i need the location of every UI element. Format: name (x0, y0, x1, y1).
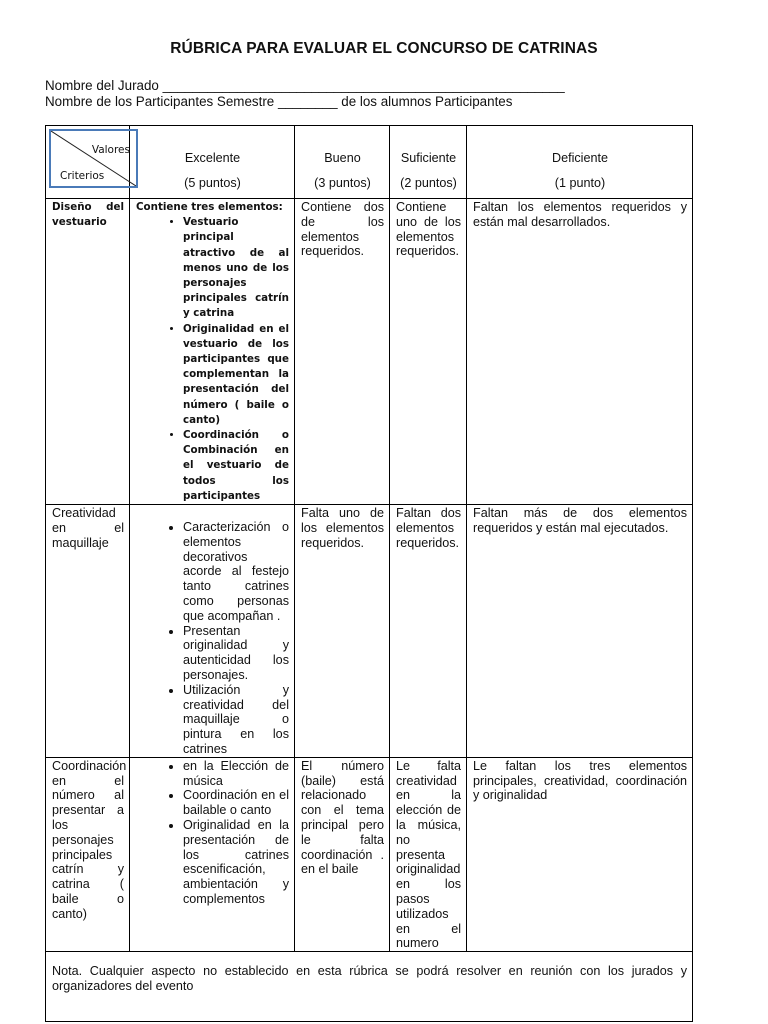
criterion-cell: Coordinación en el número al presentar a los personajes principales catrín y catrina ( baile o canto) (46, 757, 130, 951)
document-title: RÚBRICA PARA EVALUAR EL CONCURSO DE CATRINAS (170, 40, 598, 57)
excelente-list (136, 215, 289, 504)
criterion-cell: Creatividad en el maquillaje (46, 505, 130, 758)
deficiente-cell: Faltan más de dos elementos requeridos y están mal ejecutados. (467, 505, 693, 758)
suficiente-cell: Contiene uno de los elementos requeridos. (390, 199, 467, 505)
header-points: (5 puntos) (184, 175, 241, 190)
excelente-list (136, 520, 289, 757)
list-item: • Coordinación en el bailable o canto (183, 788, 289, 818)
header-points: (2 puntos) (400, 175, 457, 190)
list-item: • Presentan originalidad y autenticidad los personajes. (183, 624, 289, 683)
corner-valores-label: Valores (91, 144, 130, 156)
table-row (46, 757, 693, 951)
header-label: Deficiente (551, 151, 608, 165)
rubric-table (45, 125, 693, 1022)
header-bueno (295, 126, 390, 199)
excelente-list (136, 759, 289, 907)
header-excelente (130, 126, 295, 199)
header-points: (3 puntos) (314, 175, 371, 190)
list-item: • Vestuario principal atractivo de al menos uno de los personajes principales catrín y catrina (183, 215, 289, 321)
list-item: • Utilización y creatividad del maquillaje o pintura en los catrines (183, 683, 289, 757)
excelente-cell (130, 199, 295, 505)
excelente-cell (130, 757, 295, 951)
list-item: • en la Elección de música (183, 759, 289, 789)
jurado-name-line: Nombre del Jurado ______________________________________________________ (45, 78, 565, 93)
participantes-line: Nombre de los Participantes Semestre ________ de los alumnos Participantes (45, 94, 513, 109)
header-deficiente (467, 126, 693, 199)
header-suficiente (390, 126, 467, 199)
header-label: Excelente (184, 151, 241, 165)
list-item: • Originalidad en la presentación de los catrines escenificación, ambientación y complementos (183, 818, 289, 907)
deficiente-cell: Le faltan los tres elementos principales, creatividad, coordinación y originalidad (467, 757, 693, 951)
suficiente-cell: Le falta creatividad en la elección de la música, no presenta originalidad en los pasos utilizados en el numero (390, 757, 467, 951)
deficiente-cell: Faltan los elementos requeridos y están mal desarrollados. (467, 199, 693, 505)
note-row (46, 952, 693, 1022)
suficiente-cell: Faltan dos elementos requeridos. (390, 505, 467, 758)
bueno-cell: Falta uno de los elementos requeridos. (295, 505, 390, 758)
bueno-cell: Contiene dos de los elementos requeridos. (295, 199, 390, 505)
excelente-intro: Contiene tres elementos: (136, 201, 283, 213)
note-cell: Nota. Cualquier aspecto no establecido en esta rúbrica se podrá resolver en reunión con los jurados y organizadores del evento (46, 952, 693, 1022)
list-item: • Originalidad en el vestuario de los participantes que complementan la presentación del número ( baile o canto) (183, 322, 289, 428)
excelente-cell (130, 505, 295, 758)
corner-criterios-label: Criterios (60, 170, 105, 182)
bueno-cell: El número (baile) está relacionado con el tema principal pero le falta coordinación . en el baile (295, 757, 390, 951)
list-item: • Coordinación o Combinación en el vestuario de todos los participantes (183, 428, 289, 504)
header-row (46, 126, 693, 199)
corner-cell (46, 126, 130, 199)
list-item: • Caracterización o elementos decorativos acorde al festejo tanto catrines como personas que acompañan . (183, 520, 289, 624)
header-label: Bueno (324, 151, 361, 165)
table-row (46, 199, 693, 505)
header-label: Suficiente (400, 151, 457, 165)
table-row (46, 505, 693, 758)
header-points: (1 punto) (554, 175, 606, 190)
corner-box (49, 129, 138, 188)
criterion-cell: Diseño del vestuario (46, 199, 130, 505)
